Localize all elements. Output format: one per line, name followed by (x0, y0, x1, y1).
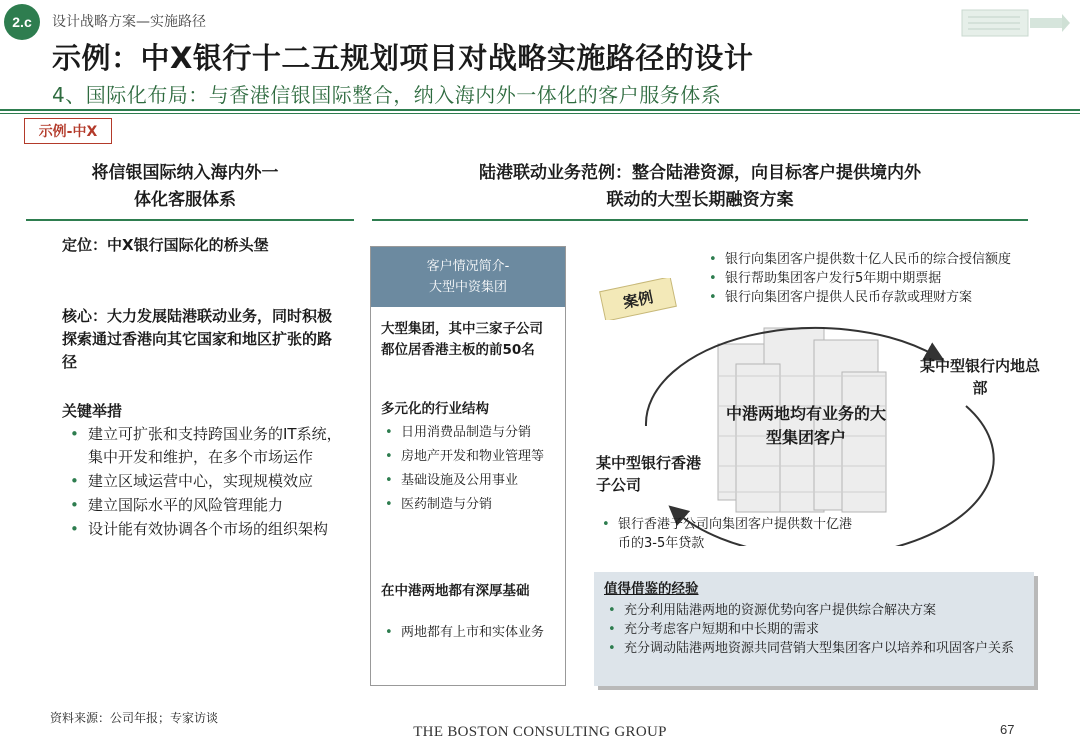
right-column-heading (380, 160, 1020, 214)
firm-logo-text: THE BOSTON CONSULTING GROUP (413, 724, 667, 740)
client-header-line-2: 大型中资集团 (428, 280, 507, 295)
breadcrumb: 设计战略方案—实施路径 (52, 14, 206, 30)
left-heading-line-1: 将信银国际纳入海内外一 (91, 163, 279, 183)
right-heading-line-2: 联动的大型长期融资方案 (606, 190, 794, 210)
lessons-list (604, 601, 1024, 658)
list-item: • 建立国际水平的风险管理能力 (62, 494, 352, 517)
mainland-hq-label: 某中型银行内地总部 (920, 357, 1041, 397)
case-label-note (596, 278, 680, 320)
section-badge: 2.c (4, 4, 40, 40)
left-column-heading (40, 160, 330, 214)
list-item: • 银行向集团客户提供数十亿人民币的综合授信额度 (705, 250, 1045, 269)
industry-structure-title: 多元化的行业结构 (381, 401, 489, 417)
list-item: • 基础设施及公用事业 (371, 471, 557, 491)
core-statement: 核心：大力发展陆港联动业务，同时积极探索通过香港向其它国家和地区扩张的路径 (62, 307, 333, 371)
key-measures-title: 关键举措 (62, 402, 123, 420)
list-item: • 建立可扩张和支持跨国业务的IT系统，集中开发和维护，在多个市场运作 (62, 423, 352, 469)
client-header-line-1: 客户情况简介- (426, 259, 510, 274)
right-heading-line-1: 陆港联动业务范例：整合陆港资源，向目标客户提供境内外 (479, 163, 921, 183)
lessons-title: 值得借鉴的经验 (604, 581, 699, 597)
decorative-document-graphic (960, 6, 1072, 40)
list-item: • 设计能有效协调各个市场的组织架构 (62, 518, 352, 541)
list-item: • 房地产开发和物业管理等 (371, 447, 557, 467)
list-item: • 充分考虑客户短期和中长期的需求 (604, 620, 1024, 639)
list-item: • 建立区域运营中心，实现规模效应 (62, 470, 352, 493)
list-item: • 医药制造与分销 (371, 495, 557, 515)
example-tag: 示例-中X (24, 118, 112, 144)
right-heading-divider (372, 219, 1028, 221)
group-client-label: 中港两地均有业务的大型集团客户 (726, 404, 887, 447)
client-profile-box (370, 246, 566, 686)
list-item: • 日用消费品制造与分销 (371, 423, 557, 443)
list-item: • 充分利用陆港两地的资源优势向客户提供综合解决方案 (604, 601, 1024, 620)
header-divider-thin (0, 113, 1080, 114)
client-profile-header (371, 247, 565, 307)
bank-services-list (705, 250, 1045, 307)
key-measures-list (62, 423, 352, 542)
foundation-title: 在中港两地都有深厚基础 (381, 583, 530, 599)
hk-subsidiary-label: 某中型银行香港子公司 (596, 454, 702, 494)
page-title: 示例：中X银行十二五规划项目对战略实施路径的设计 (52, 41, 754, 75)
industry-list (371, 423, 557, 519)
list-item: • 银行向集团客户提供人民币存款或理财方案 (705, 288, 1045, 307)
left-heading-line-2: 体化客服体系 (134, 190, 236, 210)
list-item: • 银行帮助集团客户发行5年期中期票据 (705, 269, 1045, 288)
left-heading-divider (26, 219, 354, 221)
hk-loan-list (598, 515, 858, 553)
positioning-statement: 定位：中X银行国际化的桥头堡 (62, 236, 269, 254)
page-number: 67 (1000, 722, 1015, 737)
case-label: 案例 (621, 288, 655, 312)
list-item: • 银行香港子公司向集团客户提供数十亿港币的3-5年贷款 (598, 515, 858, 553)
lessons-box (594, 572, 1034, 686)
source-note: 资料来源：公司年报；专家访谈 (50, 711, 219, 725)
client-intro: 大型集团，其中三家子公司都位居香港主板的前50名 (381, 321, 543, 358)
header-divider (0, 109, 1080, 111)
foundation-list (371, 623, 557, 647)
page-subtitle: 4、国际化布局：与香港信银国际整合，纳入海内外一体化的客户服务体系 (52, 83, 722, 107)
list-item: • 两地都有上市和实体业务 (371, 623, 557, 643)
list-item: • 充分调动陆港两地资源共同营销大型集团客户以培养和巩固客户关系 (604, 639, 1024, 658)
